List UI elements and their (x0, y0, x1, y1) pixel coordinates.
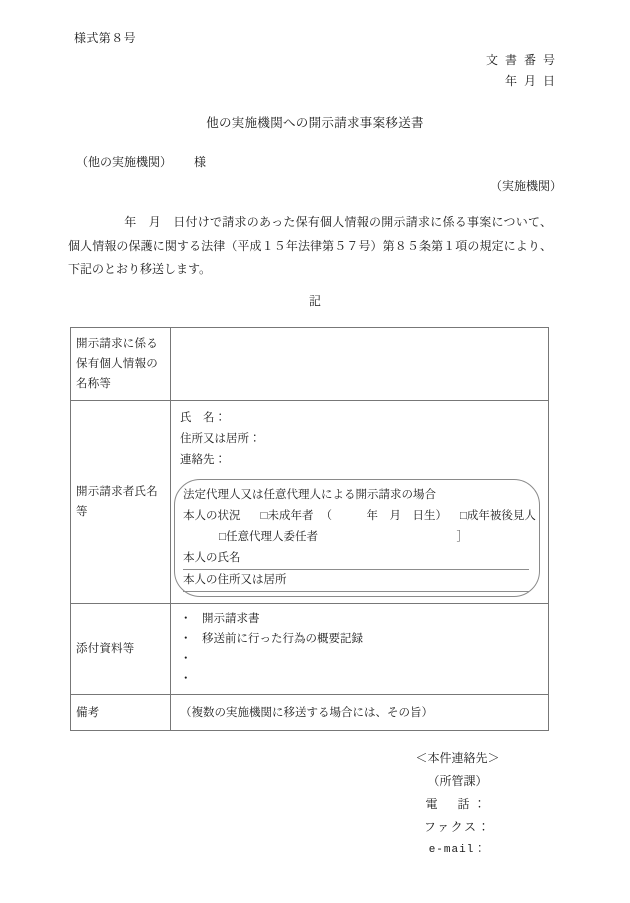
table-cell-value-info-name[interactable] (171, 328, 549, 401)
attachment-item-text: 移送前に行った行為の概要記録 (202, 633, 363, 645)
principal-address-field[interactable] (183, 570, 529, 592)
agent-status-line (183, 506, 536, 527)
value-remarks: （複数の実施機関に移送する場合には、その旨） (180, 707, 433, 719)
checkbox-minor[interactable]: □未成年者 (260, 510, 314, 522)
principal-address-value (291, 570, 530, 591)
bullet-icon: ・ (180, 653, 192, 665)
requester-field-contact[interactable]: 連絡先： (180, 454, 226, 466)
principal-name-value (245, 548, 530, 569)
checkbox-voluntary-agent[interactable]: □任意代理人委任者 (219, 531, 318, 543)
table-row-remarks (71, 695, 549, 731)
contact-fax-label: ファクス： (423, 820, 492, 834)
document-number-label: 文書番号 (485, 53, 562, 67)
table-row-requester (71, 401, 549, 604)
table-cell-label-attachments (71, 604, 171, 695)
label-requester: 開示請求者氏名等 (76, 486, 158, 518)
agent-representative-box (174, 479, 540, 597)
contact-tel-label: 電 話： (425, 797, 490, 811)
list-item[interactable] (180, 629, 540, 649)
requester-fields (171, 401, 548, 471)
issuer-label: （実施機関） (489, 179, 562, 193)
contact-email-label: e-mail： (428, 844, 487, 856)
principal-name-label: 本人の氏名 (183, 552, 241, 564)
list-item[interactable] (180, 609, 540, 629)
contact-block (350, 747, 565, 862)
requester-field-address-label: 住所又は居所 (180, 433, 249, 445)
body-line-2: 個人情報の保護に関する法律（平成１５年法律第５７号）第８５条第１項の規定により、 (68, 238, 552, 253)
document-date-label: 年月日 (504, 74, 562, 88)
principal-address-label: 本人の住所又は居所 (183, 574, 287, 586)
bullet-icon: ・ (180, 673, 192, 685)
requester-field-contact-label: 連絡先 (180, 454, 215, 466)
requester-field-name[interactable]: 氏 名： (180, 412, 226, 424)
bullet-icon: ・ (180, 613, 192, 625)
page-title: 他の実施機関への開示請求事案移送書 (206, 116, 424, 130)
contact-department: （所管課） (427, 774, 488, 788)
bracket-close: ］ (456, 531, 468, 543)
document-meta-block (486, 50, 562, 92)
form-number: 様式第８号 (74, 31, 137, 45)
principal-name-field[interactable] (183, 548, 529, 570)
label-remarks: 備考 (76, 706, 100, 719)
agent-box-heading: 法定代理人又は任意代理人による開示請求の場合 (183, 489, 436, 501)
minor-birthdate-field[interactable]: （ 年 月 日生） (320, 510, 447, 522)
value-info-name (171, 328, 548, 393)
table-row-info-name (71, 328, 549, 401)
list-item[interactable] (180, 649, 540, 669)
bullet-icon: ・ (180, 633, 192, 645)
requester-field-address[interactable]: 住所又は居所： (180, 433, 261, 445)
table-cell-label-info-name (71, 328, 171, 401)
table-cell-label-requester (71, 401, 171, 604)
agent-status-label: 本人の状況 (183, 510, 241, 522)
contact-heading: ＜本件連絡先＞ (415, 751, 500, 765)
table-row-attachments (71, 604, 549, 695)
addressee-organization: （他の実施機関） (76, 155, 173, 169)
list-item[interactable] (180, 669, 540, 689)
body-line-1: 年 月 日付けで請求のあった保有個人情報の開示請求に係る事案について、 (124, 215, 552, 229)
table-cell-value-remarks[interactable] (171, 695, 549, 731)
attachment-list (171, 604, 548, 694)
requester-field-name-label: 氏 名 (180, 412, 215, 424)
addressee-line (76, 153, 206, 170)
table-cell-value-requester (171, 401, 549, 604)
body-line-3: 下記のとおり移送します。 (68, 262, 212, 276)
label-info-name: 開示請求に係る保有個人情報の名称等 (76, 338, 158, 390)
checkbox-adult-ward[interactable]: □成年被後見人 (459, 510, 536, 522)
table-cell-value-attachments (171, 604, 549, 695)
ki-mark: 記 (308, 294, 321, 308)
addressee-honorific: 様 (194, 155, 207, 169)
transfer-form-table (70, 327, 549, 731)
label-attachments: 添付資料等 (76, 643, 135, 655)
table-cell-label-remarks (71, 695, 171, 731)
attachment-item-text: 開示請求書 (202, 613, 260, 625)
agent-voluntary-line (183, 527, 529, 548)
body-paragraph (68, 211, 552, 282)
